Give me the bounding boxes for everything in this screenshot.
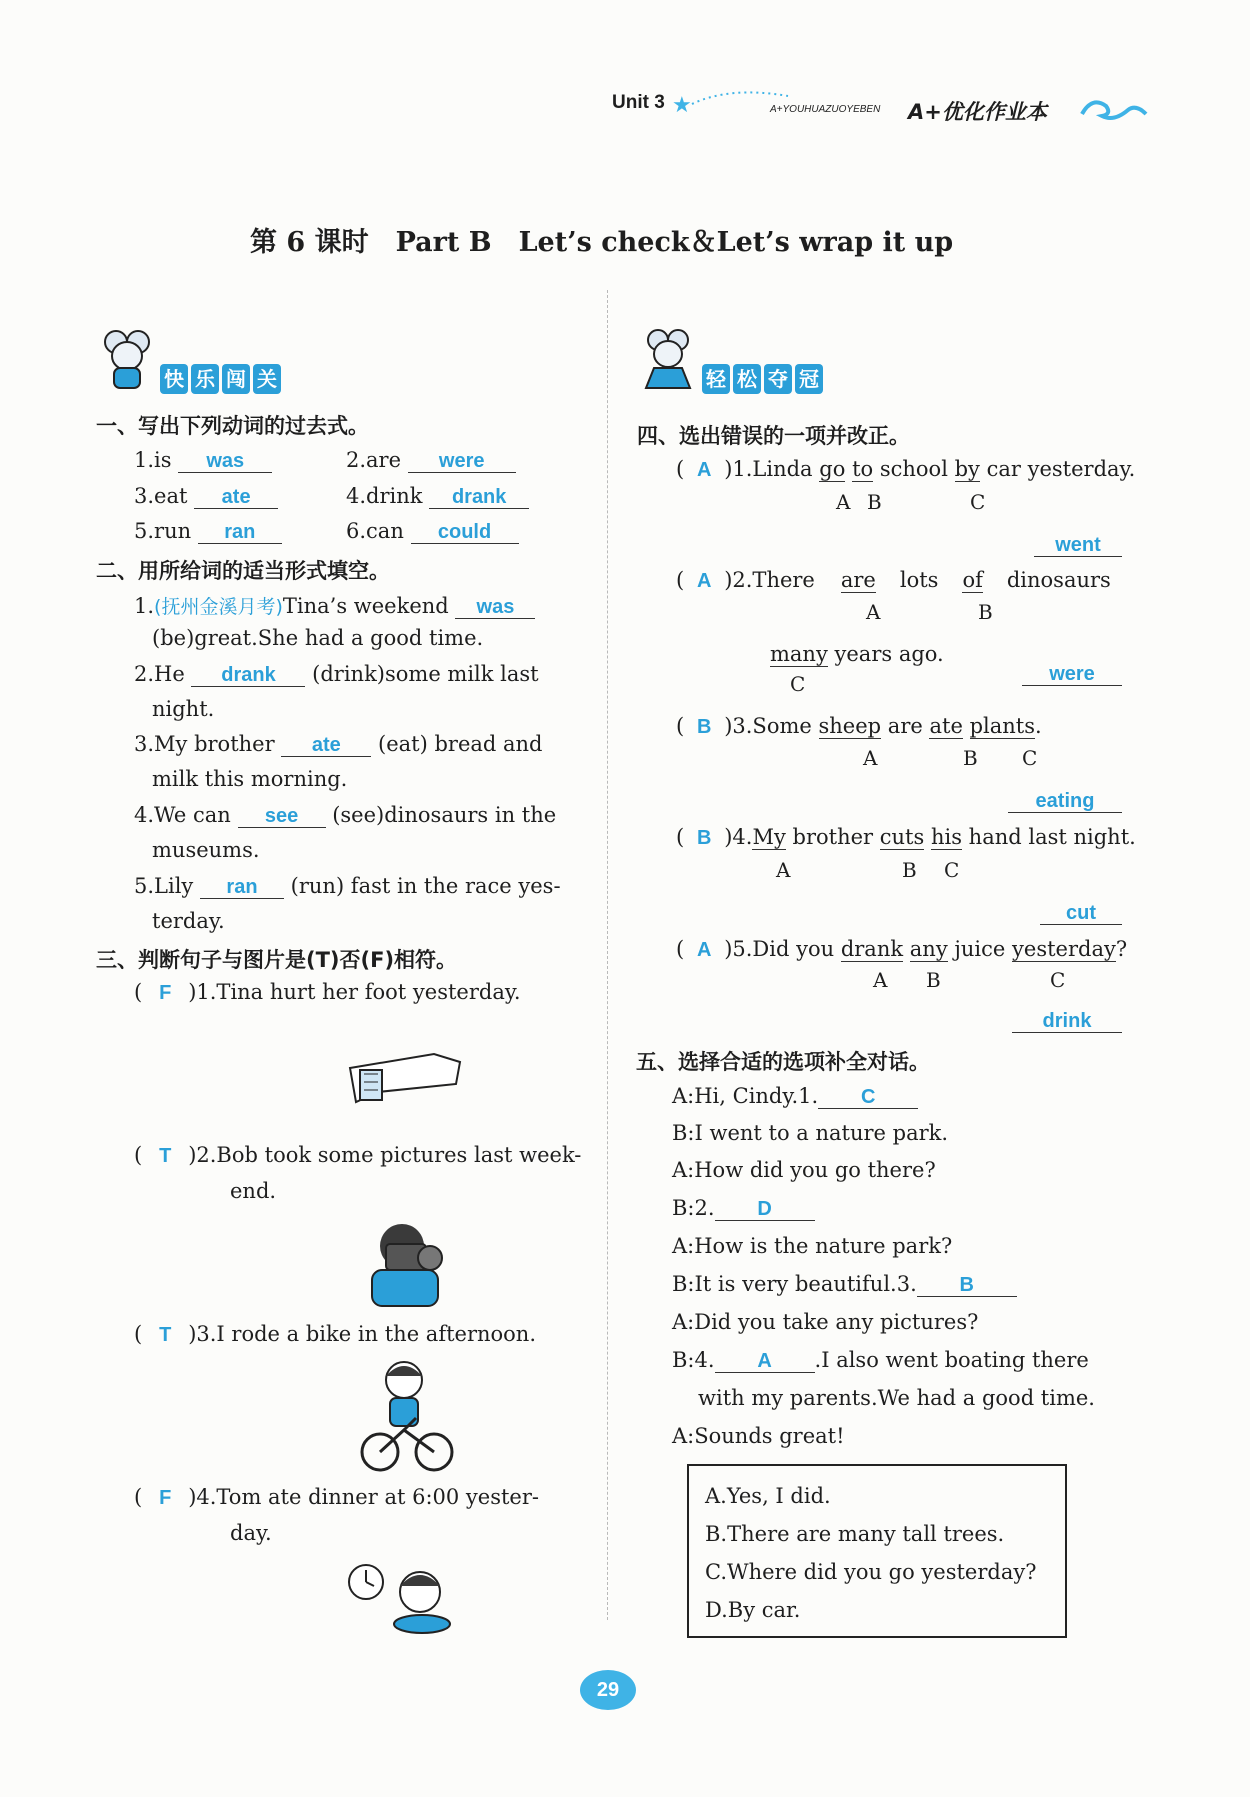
- s4-q4-label-c: C: [944, 858, 960, 882]
- dialogue-line-2: B:I went to a nature park.: [672, 1121, 949, 1145]
- section-badge-easy-win: 轻 松 夺 冠: [702, 364, 823, 394]
- options-box: [687, 1464, 1067, 1638]
- section2-heading: 二、用所给词的适当形式填空。: [96, 559, 390, 583]
- series-title: A+优化作业本: [908, 100, 1047, 124]
- s2-q2-line2: night.: [152, 697, 215, 721]
- unit-label: Unit 3: [612, 92, 665, 113]
- s4-q3-fix: eating: [1008, 790, 1122, 813]
- s4-q4: ( B )4.My brother cuts his hand last night.: [676, 825, 1136, 849]
- s3-item-1: ( F )1.Tina hurt her foot yesterday.: [134, 980, 521, 1004]
- s1-item-3: 3.eat ate: [134, 484, 278, 509]
- section-badge-happy-pass: 快 乐 闯 关: [160, 364, 281, 394]
- s2-q5-line2: terday.: [152, 909, 225, 933]
- s4-q1-label-c: C: [970, 490, 986, 514]
- girl-riding-bike-picture: [360, 1358, 456, 1476]
- star-icon: ★: [672, 93, 692, 118]
- option-d: D.By car.: [705, 1598, 801, 1622]
- s4-q5-label-a: A: [873, 968, 888, 992]
- dialogue-line-7: A:Did you take any pictures?: [672, 1310, 979, 1334]
- s4-q2-label-c: C: [790, 672, 806, 696]
- s2-q1-line1: 1.(抚州金溪月考)Tina’s weekend was: [134, 592, 535, 619]
- dialogue-line-1: A:Hi, Cindy.1. C: [672, 1084, 918, 1109]
- option-b: B.There are many tall trees.: [705, 1522, 1005, 1546]
- section5-heading: 五、选择合适的选项补全对话。: [636, 1050, 930, 1074]
- s4-q5-fix: drink: [1012, 1010, 1122, 1033]
- lesson-title: 第 6 课时 Part B Let’s check＆Let’s wrap it up: [250, 227, 954, 258]
- column-divider: [607, 290, 608, 1620]
- s4-q2-fix: were: [1022, 663, 1122, 686]
- s3-item-2-line2: end.: [230, 1179, 277, 1203]
- section4-heading: 四、选出错误的一项并改正。: [637, 424, 910, 448]
- s2-q3-line2: milk this morning.: [152, 767, 348, 791]
- dialogue-line-6: B:It is very beautiful.3. B: [672, 1272, 1017, 1297]
- s4-q3-label-a: A: [863, 746, 878, 770]
- s4-q5-label-c: C: [1050, 968, 1066, 992]
- option-c: C.Where did you go yesterday?: [705, 1560, 1037, 1584]
- s2-q4-line2: museums.: [152, 838, 260, 862]
- clock-icon: [346, 1562, 386, 1602]
- page-number: 29: [580, 1670, 636, 1710]
- dialogue-line-4: B:2. D: [672, 1196, 815, 1221]
- bandaged-arm-picture: [338, 1040, 468, 1108]
- s4-q2-label-a: A: [866, 600, 881, 624]
- s4-q3: ( B )3.Some sheep are ate plants.: [676, 714, 1042, 738]
- s4-q5-label-b: B: [926, 968, 941, 992]
- s1-item-2: 2.are were: [346, 448, 516, 473]
- s4-q4-label-b: B: [902, 858, 917, 882]
- s4-q1-fix: went: [1034, 534, 1122, 557]
- s4-q2-line2: many years ago.: [770, 642, 944, 666]
- s1-item-4: 4.drink drank: [346, 484, 529, 509]
- dialogue-line-10: A:Sounds great!: [672, 1424, 845, 1448]
- boy-eating-picture: [386, 1566, 458, 1638]
- dialogue-line-3: A:How did you go there?: [672, 1158, 936, 1182]
- boy-with-camera-picture: [356, 1218, 456, 1308]
- s4-q2-line1: ( A )2.There are lots of dinosaurs: [676, 568, 1111, 592]
- dialogue-line-8: B:4. A .I also went boating there: [672, 1348, 1089, 1372]
- s3-item-2-line1: ( T )2.Bob took some pictures last week-: [134, 1143, 582, 1167]
- s3-item-4-line2: day.: [230, 1521, 272, 1545]
- wave-logo-icon: [1078, 92, 1150, 128]
- s1-item-6: 6.can could: [346, 519, 519, 544]
- dialogue-line-5: A:How is the nature park?: [672, 1234, 953, 1258]
- series-small-label: A+YOUHUAZUOYEBEN: [770, 104, 881, 115]
- s2-q3-line1: 3.My brother ate (eat) bread and: [134, 732, 543, 756]
- s4-q4-fix: cut: [1040, 902, 1122, 925]
- s4-q4-label-a: A: [776, 858, 791, 882]
- s4-q1-label-b: B: [867, 490, 882, 514]
- s4-q2-label-b: B: [978, 600, 993, 624]
- s1-item-1: 1.is was: [134, 448, 272, 473]
- s4-q3-label-c: C: [1022, 746, 1038, 770]
- mascot-mouse-running-icon: [634, 322, 700, 394]
- s4-q1: ( A )1.Linda go to school by car yesterday.: [676, 457, 1136, 481]
- s2-q2-line1: 2.He drank (drink)some milk last: [134, 662, 539, 686]
- mascot-mouse-icon: [94, 320, 156, 392]
- s2-q4-line1: 4.We can see (see)dinosaurs in the: [134, 803, 557, 827]
- s1-item-5: 5.run ran: [134, 519, 282, 544]
- section1-heading: 一、写出下列动词的过去式。: [96, 414, 369, 438]
- section3-heading: 三、判断句子与图片是(T)否(F)相符。: [96, 948, 458, 972]
- dialogue-line-9: with my parents.We had a good time.: [698, 1386, 1095, 1410]
- s3-item-4-line1: ( F )4.Tom ate dinner at 6:00 yester-: [134, 1485, 539, 1509]
- s4-q5: ( A )5.Did you drank any juice yesterday?: [676, 937, 1128, 961]
- s3-item-3: ( T )3.I rode a bike in the afternoon.: [134, 1322, 537, 1346]
- s2-q5-line1: 5.Lily ran (run) fast in the race yes-: [134, 874, 561, 898]
- s4-q1-label-a: A: [836, 490, 851, 514]
- s4-q3-label-b: B: [963, 746, 978, 770]
- option-a: A.Yes, I did.: [705, 1484, 831, 1508]
- s2-q1-line2: (be)great.She had a good time.: [152, 626, 484, 650]
